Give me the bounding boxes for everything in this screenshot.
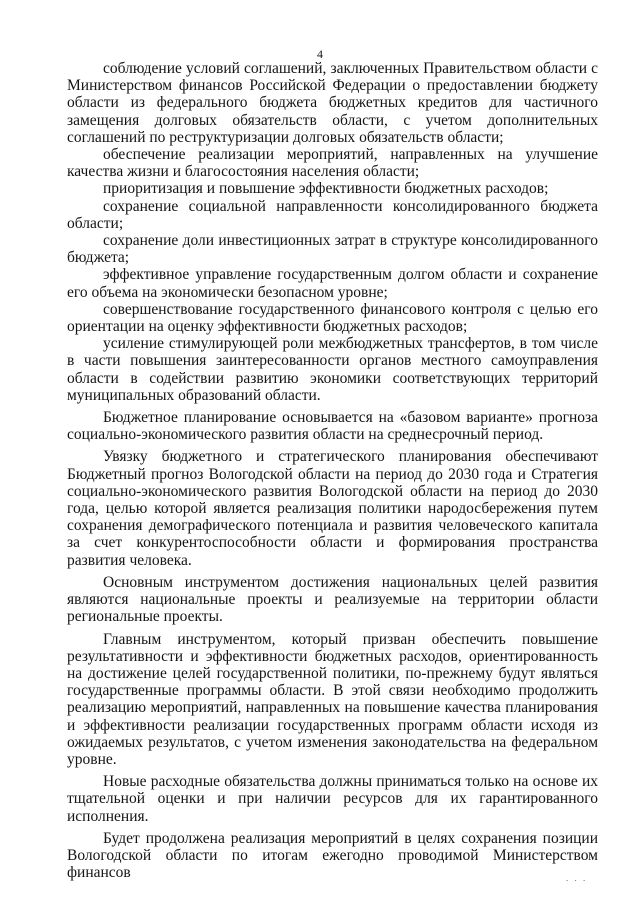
paragraph-1: соблюдение условий соглашений, заключенных Правительством области с Министерством финансов Российской Федерации о предоставлении бюджету области из федерального бюджета бюджетных кредитов для частичного замещения долговых обязательств области, с учетом дополнительных соглашений по реструктуризации долговых обязательств области;	[67, 60, 598, 146]
paragraph-6: эффективное управление государственным долгом области и сохранение его объема на экономически безопасном уровне;	[67, 266, 598, 301]
paragraph-5: сохранение доли инвестиционных затрат в структуре консолидированного бюджета;	[67, 232, 598, 267]
paragraph-10: Увязку бюджетного и стратегического планирования обеспечивают Бюджетный прогноз Вологодской области на период до 2030 года и Стратегия социально-экономического развития Вологодской области на период до 2030 года, целью которой является реализация политики народосбережения путем сохранения демографического потенциала и развития человеческого капитала за счет конкурентоспособности области и формирования пространства развития человека.	[67, 448, 598, 569]
paragraph-12: Главным инструментом, который призван обеспечить повышение результативности и эффективности бюджетных расходов, ориентированность на достижение целей государственной политики, по-прежнему будут являться государственные программы области. В этой связи необходимо продолжить реализацию мероприятий, направленных на повышение качества планирования и эффективности реализации государственных программ области исходя из ожидаемых результатов, с учетом изменения законодательства на федеральном уровне.	[67, 630, 598, 768]
paragraph-8: усиление стимулирующей роли межбюджетных трансфертов, в том числе в части повышения заинтересованности органов местного самоуправления области в содействии развитию экономики соответствующих территорий муниципальных образований области.	[67, 335, 598, 404]
paragraph-4: сохранение социальной направленности консолидированного бюджета области;	[67, 197, 598, 232]
page-number: 4	[317, 47, 323, 61]
scan-artifact-mark: . . .	[566, 873, 588, 883]
paragraph-11: Основным инструментом достижения национальных целей развития являются национальные проекты и реализуемые на территории области региональные проекты.	[67, 573, 598, 626]
paragraph-13: Новые расходные обязательства должны приниматься только на основе их тщательной оценки и при наличии ресурсов для их гарантированного исполнения.	[67, 773, 598, 825]
paragraph-2: обеспечение реализации мероприятий, направленных на улучшение качества жизни и благосостояния населения области;	[67, 146, 598, 181]
paragraph-14: Будет продолжена реализация мероприятий в целях сохранения позиции Вологодской области по итогам ежегодно проводимой Министерством финансов	[67, 829, 598, 882]
paragraph-7: совершенствование государственного финансового контроля с целью его ориентации на оценку эффективности бюджетных расходов;	[67, 300, 598, 336]
paragraph-3: приоритизация и повышение эффективности бюджетных расходов;	[103, 180, 549, 198]
paragraph-9: Бюджетное планирование основывается на «базовом варианте» прогноза социально-экономического развития области на среднесрочный период.	[67, 409, 598, 444]
document-body	[67, 60, 598, 881]
